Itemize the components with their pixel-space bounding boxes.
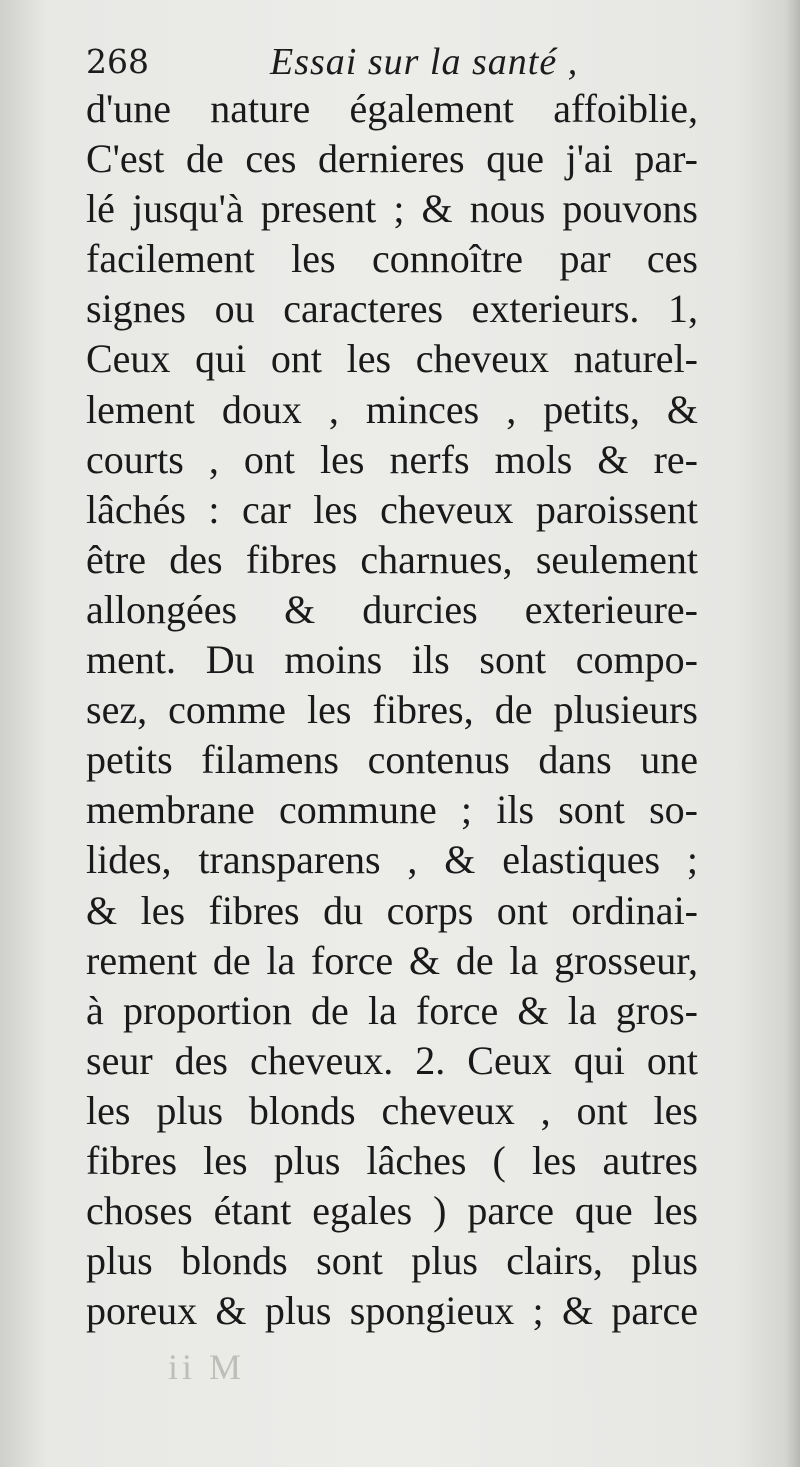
- text-line: lâchés : car les cheveux paroissent: [86, 486, 698, 532]
- text-line: fibres les plus lâches ( les autres: [86, 1137, 698, 1183]
- page-number: 268: [86, 42, 149, 81]
- page-header: [86, 38, 706, 88]
- text-line: facilement les connoître par ces: [86, 236, 698, 282]
- text-line: rement de la force & de la grosseur,: [86, 937, 698, 983]
- running-title: Essai sur la santé ,: [270, 41, 579, 83]
- page-edge-shadow: [786, 0, 800, 1467]
- text-line: & les fibres du corps ont ordinai-: [86, 887, 698, 933]
- text-line: membrane commune ; ils sont so-: [86, 787, 698, 833]
- text-line: Ceux qui ont les cheveux naturel-: [86, 336, 698, 382]
- text-line: poreux & plus spongieux ; & parce: [86, 1288, 698, 1334]
- text-line: lides, transparens , & elastiques ;: [86, 837, 698, 883]
- text-line: d'une nature également affoiblie,: [86, 86, 698, 131]
- text-line: être des fibres charnues, seulement: [86, 536, 698, 582]
- text-line: seur des cheveux. 2. Ceux qui ont: [86, 1037, 698, 1083]
- text-line: C'est de ces dernieres que j'ai par-: [86, 136, 698, 182]
- signature-mark: ii M: [168, 1347, 246, 1387]
- text-line: ment. Du moins ils sont compo-: [86, 637, 698, 683]
- text-line: petits filamens contenus dans une: [86, 737, 698, 783]
- text-line: sez, comme les fibres, de plusieurs: [86, 687, 698, 733]
- text-line: lé jusqu'à present ; & nous pouvons: [86, 186, 698, 232]
- text-line: choses étant egales ) parce que les: [86, 1188, 698, 1234]
- text-line: courts , ont les nerfs mols & re-: [86, 436, 698, 482]
- text-line: les plus blonds cheveux , ont les: [86, 1087, 698, 1133]
- text-line: signes ou caracteres exterieurs. 1,: [86, 286, 698, 332]
- text-line: lement doux , minces , petits, &: [86, 386, 698, 432]
- text-line: à proportion de la force & la gros-: [86, 987, 698, 1033]
- body-text: [86, 84, 698, 1336]
- text-line: allongées & durcies exterieure-: [86, 586, 698, 632]
- text-line: plus blonds sont plus clairs, plus: [86, 1238, 698, 1284]
